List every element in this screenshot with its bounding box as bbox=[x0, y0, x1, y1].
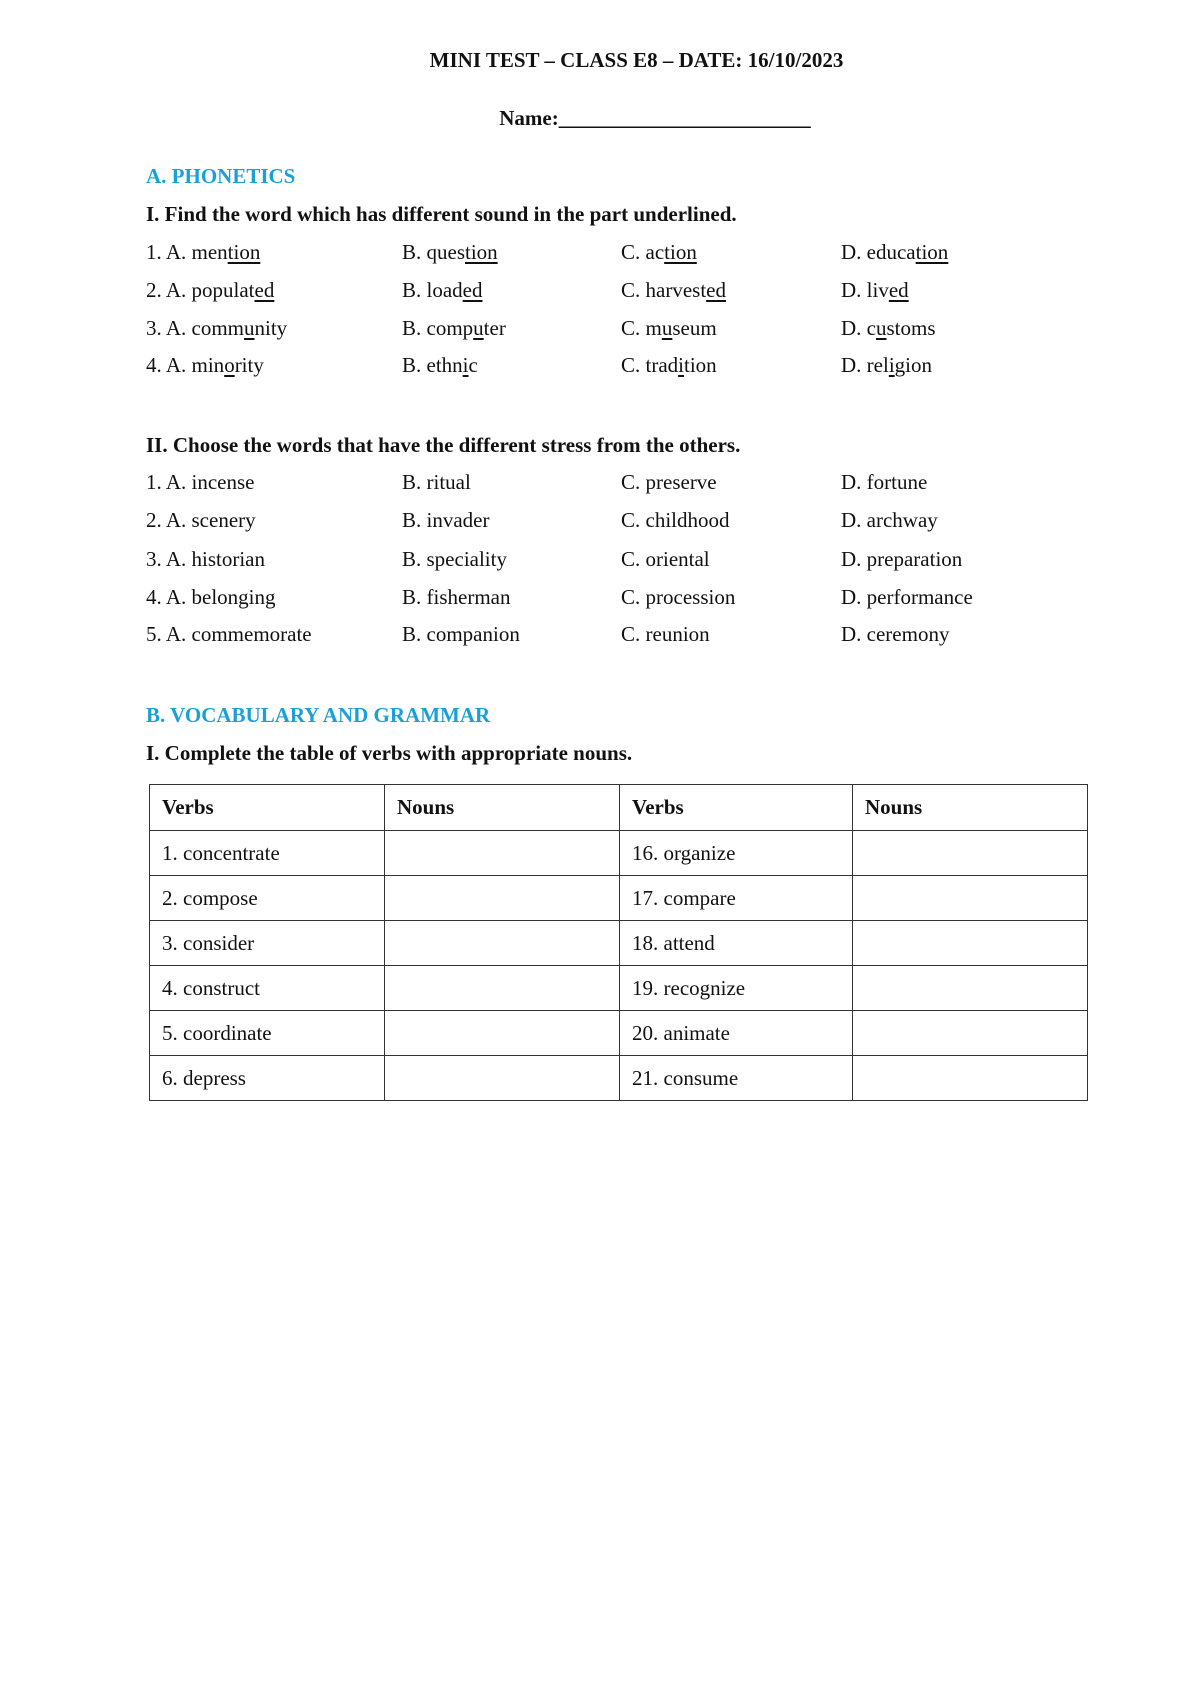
noun-answer-cell[interactable] bbox=[853, 831, 1088, 876]
underlined-part: i bbox=[678, 353, 684, 377]
answer-option: C. action bbox=[621, 240, 697, 264]
table-row bbox=[150, 966, 1088, 1011]
answer-option: 5. A. commemorate bbox=[146, 622, 312, 646]
noun-answer-cell[interactable] bbox=[853, 1056, 1088, 1101]
verb-cell: 21. consume bbox=[620, 1056, 853, 1101]
stress-question-row bbox=[0, 508, 1200, 538]
noun-answer-cell[interactable] bbox=[853, 876, 1088, 921]
answer-option: D. fortune bbox=[841, 470, 928, 494]
phonetics-question-row bbox=[0, 353, 1200, 383]
answer-option: B. speciality bbox=[402, 547, 507, 571]
noun-answer-cell[interactable] bbox=[385, 1011, 620, 1056]
underlined-part: ed bbox=[706, 278, 726, 302]
answer-option: B. invader bbox=[402, 508, 490, 532]
phonetics-question-row bbox=[0, 278, 1200, 308]
underlined-part: tion bbox=[915, 240, 949, 264]
verb-cell: 17. compare bbox=[620, 876, 853, 921]
page-title: MINI TEST – CLASS E8 – DATE: 16/10/2023 bbox=[429, 48, 844, 72]
verb-noun-table bbox=[149, 784, 1088, 1101]
phonetics-question-row bbox=[0, 316, 1200, 346]
phonetics-question-row bbox=[0, 240, 1200, 270]
column-header: Nouns bbox=[853, 785, 1088, 831]
answer-option: 2. A. scenery bbox=[146, 508, 256, 532]
answer-option: D. religion bbox=[841, 353, 933, 377]
verb-cell: 16. organize bbox=[620, 831, 853, 876]
answer-option: C. childhood bbox=[621, 508, 730, 532]
column-header: Verbs bbox=[620, 785, 853, 831]
verb-cell: 4. construct bbox=[150, 966, 385, 1011]
answer-option: D. ceremony bbox=[841, 622, 950, 646]
table-row bbox=[150, 831, 1088, 876]
stress-question-row bbox=[0, 470, 1200, 500]
answer-option: B. companion bbox=[402, 622, 520, 646]
underlined-part: tion bbox=[664, 240, 697, 264]
noun-answer-cell[interactable] bbox=[853, 1011, 1088, 1056]
underlined-part: tion bbox=[227, 240, 261, 264]
underlined-part: u bbox=[661, 316, 673, 340]
answer-option: B. loaded bbox=[402, 278, 483, 302]
phonetics-instruction: I. Find the word which has different sound in the part underlined. bbox=[146, 202, 737, 226]
answer-option: C. museum bbox=[621, 316, 717, 340]
answer-option: C. tradition bbox=[621, 353, 717, 377]
answer-option: C. reunion bbox=[621, 622, 710, 646]
underlined-part: u bbox=[876, 316, 887, 340]
noun-answer-cell[interactable] bbox=[385, 876, 620, 921]
answer-option: 2. A. populated bbox=[146, 278, 275, 302]
section-a-heading: A. PHONETICS bbox=[146, 164, 296, 188]
answer-option: D. education bbox=[841, 240, 949, 264]
noun-answer-cell[interactable] bbox=[853, 966, 1088, 1011]
verb-cell: 20. animate bbox=[620, 1011, 853, 1056]
vocab-instruction: I. Complete the table of verbs with appropriate nouns. bbox=[146, 741, 633, 765]
answer-option: 1. A. mention bbox=[146, 240, 261, 264]
answer-option: D. lived bbox=[841, 278, 909, 302]
underlined-part: ed bbox=[254, 278, 275, 302]
answer-option: 4. A. belonging bbox=[146, 585, 276, 609]
verb-cell: 1. concentrate bbox=[150, 831, 385, 876]
noun-answer-cell[interactable] bbox=[385, 966, 620, 1011]
verb-cell: 19. recognize bbox=[620, 966, 853, 1011]
answer-option: 3. A. historian bbox=[146, 547, 265, 571]
answer-option: D. customs bbox=[841, 316, 936, 340]
stress-question-row bbox=[0, 547, 1200, 577]
answer-option: B. ritual bbox=[402, 470, 471, 494]
stress-question-row bbox=[0, 585, 1200, 615]
table-row bbox=[150, 1011, 1088, 1056]
stress-instruction: II. Choose the words that have the different stress from the others. bbox=[146, 433, 741, 457]
answer-option: 1. A. incense bbox=[146, 470, 255, 494]
answer-option: C. harvested bbox=[621, 278, 726, 302]
answer-option: C. preserve bbox=[621, 470, 717, 494]
underlined-part: i bbox=[462, 353, 469, 377]
column-header: Nouns bbox=[385, 785, 620, 831]
answer-option: B. fisherman bbox=[402, 585, 511, 609]
column-header: Verbs bbox=[150, 785, 385, 831]
noun-answer-cell[interactable] bbox=[853, 921, 1088, 966]
verb-cell: 18. attend bbox=[620, 921, 853, 966]
table-row bbox=[150, 1056, 1088, 1101]
answer-option: 4. A. minority bbox=[146, 353, 264, 377]
verb-cell: 6. depress bbox=[150, 1056, 385, 1101]
answer-option: D. performance bbox=[841, 585, 973, 609]
name-line: Name:________________________ bbox=[499, 106, 811, 130]
underlined-part: u bbox=[473, 316, 484, 340]
underlined-part: i bbox=[888, 353, 895, 377]
answer-option: D. archway bbox=[841, 508, 938, 532]
answer-option: 3. A. community bbox=[146, 316, 288, 340]
table-row bbox=[150, 876, 1088, 921]
verb-cell: 2. compose bbox=[150, 876, 385, 921]
section-b-heading: B. VOCABULARY AND GRAMMAR bbox=[146, 703, 491, 727]
noun-answer-cell[interactable] bbox=[385, 1056, 620, 1101]
answer-option: C. procession bbox=[621, 585, 736, 609]
stress-question-row bbox=[0, 622, 1200, 652]
underlined-part: o bbox=[224, 353, 235, 377]
verb-cell: 3. consider bbox=[150, 921, 385, 966]
answer-option: C. oriental bbox=[621, 547, 710, 571]
table-header-row bbox=[150, 785, 1088, 831]
underlined-part: ed bbox=[462, 278, 483, 302]
verb-cell: 5. coordinate bbox=[150, 1011, 385, 1056]
answer-option: B. question bbox=[402, 240, 498, 264]
table-row bbox=[150, 921, 1088, 966]
underlined-part: tion bbox=[465, 240, 498, 264]
underlined-part: ed bbox=[888, 278, 909, 302]
noun-answer-cell[interactable] bbox=[385, 831, 620, 876]
answer-option: D. preparation bbox=[841, 547, 963, 571]
answer-option: B. computer bbox=[402, 316, 506, 340]
answer-option: B. ethnic bbox=[402, 353, 478, 377]
noun-answer-cell[interactable] bbox=[385, 921, 620, 966]
underlined-part: u bbox=[244, 316, 255, 340]
